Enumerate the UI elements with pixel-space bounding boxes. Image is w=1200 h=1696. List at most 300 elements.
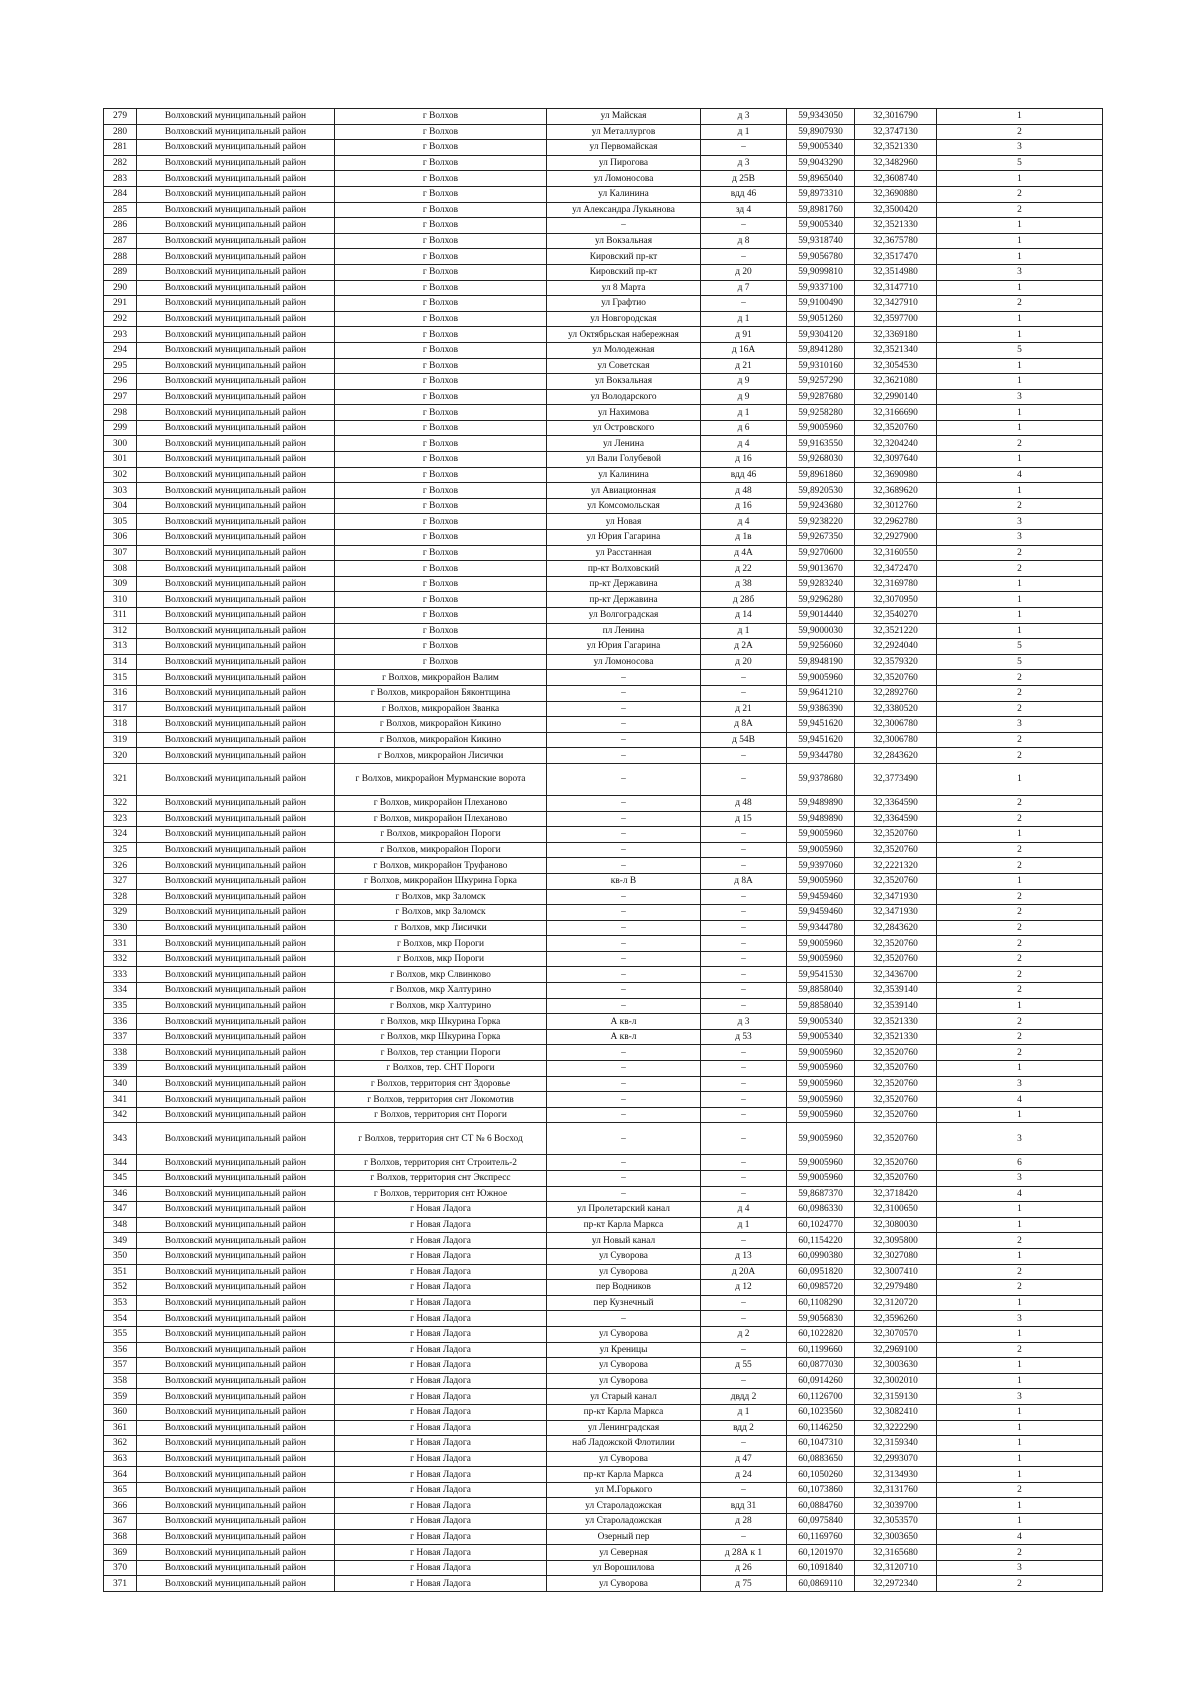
district-cell: Волховский муниципальный район	[137, 358, 335, 374]
house-cell: д 16	[701, 452, 787, 468]
row-number-cell: 338	[104, 1045, 137, 1061]
table-row	[104, 342, 1103, 358]
count-cell: 2	[937, 1014, 1103, 1030]
street-cell: ул Ворошилова	[547, 1560, 701, 1576]
table-row	[104, 140, 1103, 156]
count-cell: 1	[937, 1514, 1103, 1530]
district-cell: Волховский муниципальный район	[137, 561, 335, 577]
table-row	[104, 842, 1103, 858]
table-row	[104, 1311, 1103, 1327]
table-row	[104, 811, 1103, 827]
settlement-cell: г Новая Ладога	[335, 1560, 547, 1576]
count-cell: 1	[937, 998, 1103, 1014]
longitude-cell: 32,3169780	[855, 576, 937, 592]
table-row	[104, 858, 1103, 874]
settlement-cell: г Волхов, мкр Слвинково	[335, 967, 547, 983]
latitude-cell: 59,9005960	[787, 1155, 855, 1171]
house-cell: д 21	[701, 701, 787, 717]
house-cell: д 1	[701, 623, 787, 639]
latitude-cell: 59,9005960	[787, 951, 855, 967]
house-cell: –	[701, 951, 787, 967]
longitude-cell: 32,3521340	[855, 342, 937, 358]
row-number-cell: 279	[104, 109, 137, 125]
latitude-cell: 59,9238220	[787, 514, 855, 530]
settlement-cell: г Волхов	[335, 218, 547, 234]
row-number-cell: 356	[104, 1342, 137, 1358]
table-row	[104, 1498, 1103, 1514]
longitude-cell: 32,2843620	[855, 920, 937, 936]
longitude-cell: 32,3520760	[855, 842, 937, 858]
row-number-cell: 294	[104, 342, 137, 358]
house-cell: –	[701, 1123, 787, 1155]
row-number-cell: 309	[104, 576, 137, 592]
district-cell: Волховский муниципальный район	[137, 1389, 335, 1405]
count-cell: 1	[937, 1358, 1103, 1374]
district-cell: Волховский муниципальный район	[137, 514, 335, 530]
longitude-cell: 32,2924040	[855, 639, 937, 655]
longitude-cell: 32,3160550	[855, 545, 937, 561]
district-cell: Волховский муниципальный район	[137, 920, 335, 936]
count-cell: 2	[937, 296, 1103, 312]
district-cell: Волховский муниципальный район	[137, 1311, 335, 1327]
house-cell: –	[701, 1076, 787, 1092]
row-number-cell: 337	[104, 1029, 137, 1045]
street-cell: ул Молодежная	[547, 342, 701, 358]
latitude-cell: 59,8858040	[787, 983, 855, 999]
row-number-cell: 349	[104, 1233, 137, 1249]
count-cell: 2	[937, 920, 1103, 936]
table-row	[104, 358, 1103, 374]
table-row	[104, 218, 1103, 234]
settlement-cell: г Новая Ладога	[335, 1545, 547, 1561]
longitude-cell: 32,3520760	[855, 1045, 937, 1061]
table-row	[104, 1404, 1103, 1420]
row-number-cell: 345	[104, 1171, 137, 1187]
street-cell: ул Вокзальная	[547, 233, 701, 249]
street-cell: ул Суворова	[547, 1326, 701, 1342]
district-cell: Волховский муниципальный район	[137, 1014, 335, 1030]
district-cell: Волховский муниципальный район	[137, 1342, 335, 1358]
table-row	[104, 1280, 1103, 1296]
table-row	[104, 1545, 1103, 1561]
street-cell: ул Новый канал	[547, 1233, 701, 1249]
settlement-cell: г Волхов	[335, 498, 547, 514]
count-cell: 1	[937, 592, 1103, 608]
street-cell: пл Ленина	[547, 623, 701, 639]
longitude-cell: 32,3120720	[855, 1295, 937, 1311]
house-cell: вдд 2	[701, 1420, 787, 1436]
count-cell: 2	[937, 748, 1103, 764]
longitude-cell: 32,3597700	[855, 311, 937, 327]
street-cell: ул Октябрьская набережная	[547, 327, 701, 343]
settlement-cell: г Волхов, микрорайон Плеханово	[335, 795, 547, 811]
longitude-cell: 32,3608740	[855, 171, 937, 187]
longitude-cell: 32,3747130	[855, 124, 937, 140]
latitude-cell: 59,9043290	[787, 155, 855, 171]
house-cell: –	[701, 967, 787, 983]
house-cell: –	[701, 905, 787, 921]
district-cell: Волховский муниципальный район	[137, 576, 335, 592]
longitude-cell: 32,3097640	[855, 452, 937, 468]
settlement-cell: г Волхов	[335, 592, 547, 608]
longitude-cell: 32,3006780	[855, 732, 937, 748]
longitude-cell: 32,3471930	[855, 905, 937, 921]
longitude-cell: 32,3472470	[855, 561, 937, 577]
street-cell: ул Северная	[547, 1545, 701, 1561]
table-row	[104, 1107, 1103, 1123]
district-cell: Волховский муниципальный район	[137, 842, 335, 858]
house-cell: –	[701, 140, 787, 156]
longitude-cell: 32,2843620	[855, 748, 937, 764]
count-cell: 1	[937, 1420, 1103, 1436]
table-row	[104, 905, 1103, 921]
street-cell: ул Староладожская	[547, 1498, 701, 1514]
longitude-cell: 32,3166690	[855, 405, 937, 421]
street-cell: пр-кт Карла Маркса	[547, 1217, 701, 1233]
count-cell: 1	[937, 608, 1103, 624]
latitude-cell: 59,9005960	[787, 842, 855, 858]
count-cell: 2	[937, 842, 1103, 858]
table-row	[104, 249, 1103, 265]
table-row	[104, 576, 1103, 592]
street-cell: ул Ломоносова	[547, 654, 701, 670]
street-cell: –	[547, 1186, 701, 1202]
house-cell: д 14	[701, 608, 787, 624]
settlement-cell: г Волхов, микрорайон Кикино	[335, 732, 547, 748]
row-number-cell: 361	[104, 1420, 137, 1436]
longitude-cell: 32,3027080	[855, 1248, 937, 1264]
house-cell: д 25В	[701, 171, 787, 187]
house-cell: –	[701, 1311, 787, 1327]
street-cell: –	[547, 670, 701, 686]
table-row	[104, 639, 1103, 655]
table-row	[104, 701, 1103, 717]
house-cell: –	[701, 1342, 787, 1358]
street-cell: –	[547, 748, 701, 764]
district-cell: Волховский муниципальный район	[137, 936, 335, 952]
settlement-cell: г Волхов	[335, 280, 547, 296]
count-cell: 2	[937, 967, 1103, 983]
district-cell: Волховский муниципальный район	[137, 967, 335, 983]
latitude-cell: 59,9641210	[787, 685, 855, 701]
address-table	[103, 108, 1103, 1592]
count-cell: 2	[937, 1264, 1103, 1280]
settlement-cell: г Новая Ладога	[335, 1280, 547, 1296]
settlement-cell: г Волхов	[335, 654, 547, 670]
longitude-cell: 32,3621080	[855, 374, 937, 390]
settlement-cell: г Волхов	[335, 233, 547, 249]
street-cell: ул Новая	[547, 514, 701, 530]
house-cell: д 28б	[701, 592, 787, 608]
longitude-cell: 32,3520760	[855, 1155, 937, 1171]
count-cell: 1	[937, 763, 1103, 795]
settlement-cell: г Волхов, территория снт Локомотив	[335, 1092, 547, 1108]
latitude-cell: 59,8965040	[787, 171, 855, 187]
house-cell: –	[701, 1045, 787, 1061]
house-cell: –	[701, 1482, 787, 1498]
settlement-cell: г Волхов, микрорайон Шкурина Горка	[335, 873, 547, 889]
longitude-cell: 32,3521220	[855, 623, 937, 639]
longitude-cell: 32,3520760	[855, 873, 937, 889]
row-number-cell: 315	[104, 670, 137, 686]
settlement-cell: г Новая Ладога	[335, 1451, 547, 1467]
settlement-cell: г Новая Ладога	[335, 1342, 547, 1358]
street-cell: –	[547, 936, 701, 952]
table-row	[104, 608, 1103, 624]
count-cell: 1	[937, 452, 1103, 468]
house-cell: д 15	[701, 811, 787, 827]
street-cell: –	[547, 1076, 701, 1092]
latitude-cell: 60,0985720	[787, 1280, 855, 1296]
table-row	[104, 983, 1103, 999]
house-cell: –	[701, 998, 787, 1014]
district-cell: Волховский муниципальный район	[137, 155, 335, 171]
count-cell: 1	[937, 1373, 1103, 1389]
street-cell: ул Первомайская	[547, 140, 701, 156]
latitude-cell: 59,8981760	[787, 202, 855, 218]
table-row	[104, 186, 1103, 202]
row-number-cell: 307	[104, 545, 137, 561]
street-cell: кв-л В	[547, 873, 701, 889]
house-cell: –	[701, 889, 787, 905]
count-cell: 3	[937, 1123, 1103, 1155]
row-number-cell: 330	[104, 920, 137, 936]
latitude-cell: 59,9005340	[787, 218, 855, 234]
house-cell: –	[701, 1061, 787, 1077]
count-cell: 3	[937, 514, 1103, 530]
table-row	[104, 202, 1103, 218]
house-cell: д 38	[701, 576, 787, 592]
settlement-cell: г Волхов, микрорайон Лисички	[335, 748, 547, 764]
row-number-cell: 365	[104, 1482, 137, 1498]
count-cell: 3	[937, 1171, 1103, 1187]
street-cell: –	[547, 842, 701, 858]
house-cell: –	[701, 1155, 787, 1171]
settlement-cell: г Волхов, микрорайон Пороги	[335, 842, 547, 858]
table-row	[104, 1045, 1103, 1061]
latitude-cell: 59,8973310	[787, 186, 855, 202]
table-row	[104, 1514, 1103, 1530]
street-cell: –	[547, 717, 701, 733]
row-number-cell: 362	[104, 1436, 137, 1452]
district-cell: Волховский муниципальный район	[137, 452, 335, 468]
table-row	[104, 1467, 1103, 1483]
settlement-cell: г Новая Ладога	[335, 1482, 547, 1498]
district-cell: Волховский муниципальный район	[137, 811, 335, 827]
street-cell: –	[547, 889, 701, 905]
longitude-cell: 32,2927900	[855, 530, 937, 546]
row-number-cell: 287	[104, 233, 137, 249]
longitude-cell: 32,3159130	[855, 1389, 937, 1405]
row-number-cell: 282	[104, 155, 137, 171]
latitude-cell: 59,9013670	[787, 561, 855, 577]
table-row	[104, 717, 1103, 733]
house-cell: д 8А	[701, 717, 787, 733]
settlement-cell: г Волхов	[335, 249, 547, 265]
longitude-cell: 32,3520760	[855, 1076, 937, 1092]
settlement-cell: г Волхов	[335, 140, 547, 156]
latitude-cell: 59,9287680	[787, 389, 855, 405]
row-number-cell: 334	[104, 983, 137, 999]
table-row	[104, 514, 1103, 530]
table-row	[104, 327, 1103, 343]
street-cell: ул Суворова	[547, 1576, 701, 1592]
row-number-cell: 340	[104, 1076, 137, 1092]
latitude-cell: 59,9397060	[787, 858, 855, 874]
settlement-cell: г Волхов	[335, 545, 547, 561]
district-cell: Волховский муниципальный район	[137, 1155, 335, 1171]
house-cell: д 6	[701, 420, 787, 436]
latitude-cell: 59,9378680	[787, 763, 855, 795]
row-number-cell: 343	[104, 1123, 137, 1155]
longitude-cell: 32,3514980	[855, 264, 937, 280]
table-row	[104, 296, 1103, 312]
house-cell: –	[701, 983, 787, 999]
house-cell: д 4А	[701, 545, 787, 561]
longitude-cell: 32,2962780	[855, 514, 937, 530]
settlement-cell: г Новая Ладога	[335, 1389, 547, 1405]
row-number-cell: 284	[104, 186, 137, 202]
longitude-cell: 32,3080030	[855, 1217, 937, 1233]
house-cell: –	[701, 827, 787, 843]
district-cell: Волховский муниципальный район	[137, 1202, 335, 1218]
street-cell: ул Металлургов	[547, 124, 701, 140]
settlement-cell: г Волхов, мкр Халтурино	[335, 983, 547, 999]
house-cell: д 20А	[701, 1264, 787, 1280]
street-cell: пр-кт Державина	[547, 576, 701, 592]
district-cell: Волховский муниципальный район	[137, 1420, 335, 1436]
count-cell: 1	[937, 1404, 1103, 1420]
latitude-cell: 60,0883650	[787, 1451, 855, 1467]
house-cell: д 16А	[701, 342, 787, 358]
row-number-cell: 339	[104, 1061, 137, 1077]
settlement-cell: г Волхов, микрорайон Плеханово	[335, 811, 547, 827]
count-cell: 1	[937, 420, 1103, 436]
table-row	[104, 670, 1103, 686]
row-number-cell: 357	[104, 1358, 137, 1374]
latitude-cell: 59,9005960	[787, 1123, 855, 1155]
table-row	[104, 1420, 1103, 1436]
count-cell: 4	[937, 1092, 1103, 1108]
latitude-cell: 60,1050260	[787, 1467, 855, 1483]
house-cell: д 4	[701, 514, 787, 530]
count-cell: 1	[937, 327, 1103, 343]
table-row	[104, 1202, 1103, 1218]
settlement-cell: г Волхов, мкр Пороги	[335, 951, 547, 967]
house-cell: д 16	[701, 498, 787, 514]
street-cell: –	[547, 920, 701, 936]
longitude-cell: 32,3002010	[855, 1373, 937, 1389]
settlement-cell: г Волхов, территория снт СТ № 6 Восход	[335, 1123, 547, 1155]
row-number-cell: 303	[104, 483, 137, 499]
longitude-cell: 32,3520760	[855, 1092, 937, 1108]
settlement-cell: г Волхов	[335, 342, 547, 358]
table-row	[104, 1529, 1103, 1545]
settlement-cell: г Волхов	[335, 186, 547, 202]
table-row	[104, 1155, 1103, 1171]
table-row	[104, 483, 1103, 499]
latitude-cell: 60,1073860	[787, 1482, 855, 1498]
district-cell: Волховский муниципальный район	[137, 1029, 335, 1045]
district-cell: Волховский муниципальный район	[137, 280, 335, 296]
latitude-cell: 59,9005960	[787, 1171, 855, 1187]
district-cell: Волховский муниципальный район	[137, 858, 335, 874]
longitude-cell: 32,3369180	[855, 327, 937, 343]
longitude-cell: 32,3204240	[855, 436, 937, 452]
house-cell: –	[701, 748, 787, 764]
count-cell: 2	[937, 936, 1103, 952]
latitude-cell: 60,0986330	[787, 1202, 855, 1218]
settlement-cell: г Волхов	[335, 155, 547, 171]
longitude-cell: 32,3539140	[855, 998, 937, 1014]
street-cell: ул Юрия Гагарина	[547, 639, 701, 655]
settlement-cell: г Волхов, мкр Заломск	[335, 889, 547, 905]
count-cell: 1	[937, 873, 1103, 889]
longitude-cell: 32,3436700	[855, 967, 937, 983]
settlement-cell: г Новая Ладога	[335, 1202, 547, 1218]
latitude-cell: 59,9344780	[787, 748, 855, 764]
street-cell: ул Графтио	[547, 296, 701, 312]
count-cell: 2	[937, 1029, 1103, 1045]
latitude-cell: 59,9005960	[787, 1107, 855, 1123]
settlement-cell: г Новая Ладога	[335, 1295, 547, 1311]
table-row	[104, 1295, 1103, 1311]
table-row	[104, 951, 1103, 967]
street-cell: ул Вали Голубевой	[547, 452, 701, 468]
district-cell: Волховский муниципальный район	[137, 1326, 335, 1342]
table-row	[104, 124, 1103, 140]
street-cell: пр-кт Державина	[547, 592, 701, 608]
settlement-cell: г Волхов	[335, 264, 547, 280]
district-cell: Волховский муниципальный район	[137, 889, 335, 905]
house-cell: д 4	[701, 1202, 787, 1218]
settlement-cell: г Волхов, микрорайон Мурманские ворота	[335, 763, 547, 795]
house-cell: –	[701, 936, 787, 952]
house-cell: –	[701, 763, 787, 795]
street-cell: пер Водников	[547, 1280, 701, 1296]
settlement-cell: г Волхов, мкр Заломск	[335, 905, 547, 921]
count-cell: 1	[937, 1061, 1103, 1077]
district-cell: Волховский муниципальный район	[137, 140, 335, 156]
table-row	[104, 1248, 1103, 1264]
row-number-cell: 341	[104, 1092, 137, 1108]
district-cell: Волховский муниципальный район	[137, 685, 335, 701]
house-cell: д 20	[701, 264, 787, 280]
longitude-cell: 32,3520760	[855, 1061, 937, 1077]
row-number-cell: 348	[104, 1217, 137, 1233]
longitude-cell: 32,3165680	[855, 1545, 937, 1561]
district-cell: Волховский муниципальный район	[137, 1264, 335, 1280]
row-number-cell: 336	[104, 1014, 137, 1030]
house-cell: д 1в	[701, 530, 787, 546]
street-cell: ул Ленина	[547, 436, 701, 452]
latitude-cell: 60,0869110	[787, 1576, 855, 1592]
longitude-cell: 32,3482960	[855, 155, 937, 171]
house-cell: –	[701, 1092, 787, 1108]
street-cell: ул Вокзальная	[547, 374, 701, 390]
street-cell: ул Волгоградская	[547, 608, 701, 624]
house-cell: д 24	[701, 1467, 787, 1483]
count-cell: 1	[937, 405, 1103, 421]
settlement-cell: г Волхов	[335, 530, 547, 546]
settlement-cell: г Волхов	[335, 467, 547, 483]
settlement-cell: г Новая Ладога	[335, 1217, 547, 1233]
house-cell: –	[701, 858, 787, 874]
row-number-cell: 305	[104, 514, 137, 530]
count-cell: 2	[937, 889, 1103, 905]
longitude-cell: 32,3689620	[855, 483, 937, 499]
latitude-cell: 59,9258280	[787, 405, 855, 421]
